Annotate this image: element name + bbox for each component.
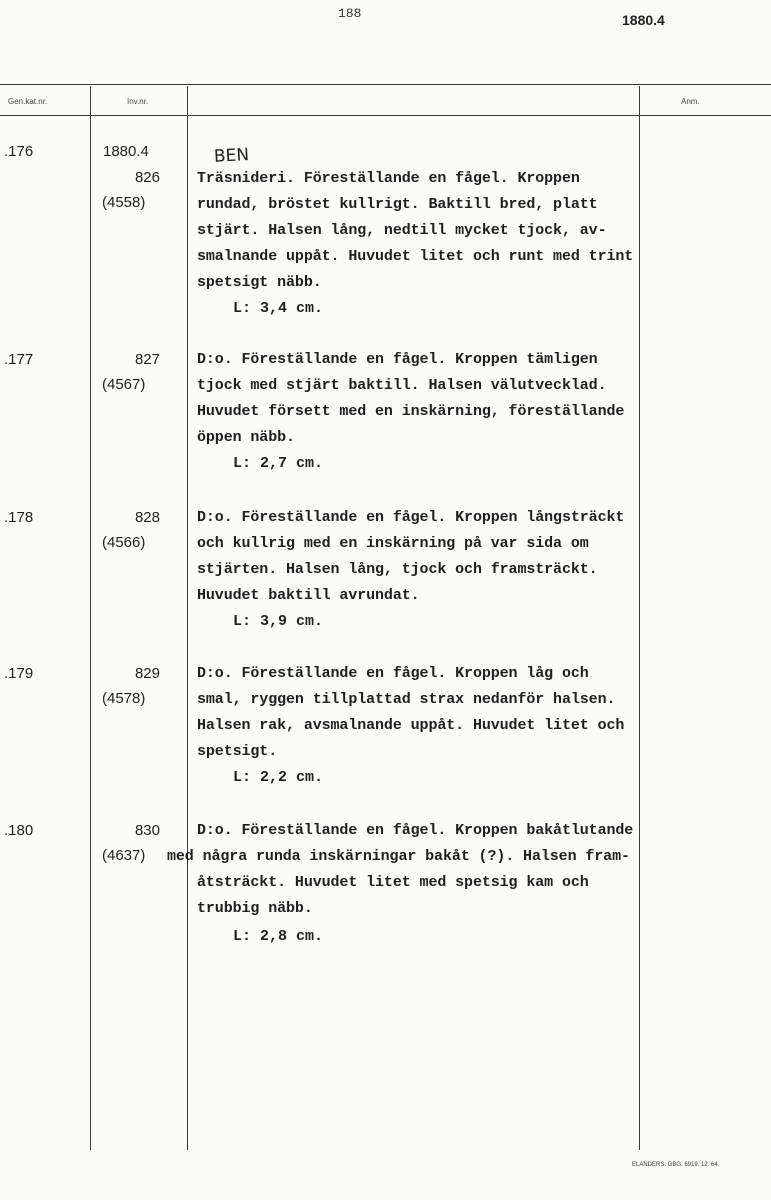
entry-text-line: spetsigt. xyxy=(197,743,278,760)
length-measure: L: 2,2 cm. xyxy=(233,769,324,786)
entry-text-line: stjärt. Halsen lång, nedtill mycket tjock, av- xyxy=(197,222,607,239)
entry-text-line: smal, ryggen tillplattad strax nedanför halsen. xyxy=(197,691,616,708)
length-measure: L: 3,9 cm. xyxy=(233,613,324,630)
inventory-year-label: 1880.4 xyxy=(103,143,149,160)
entry-text-line: D:o. Föreställande en fågel. Kroppen bakåtlutande xyxy=(197,822,634,839)
entry-text-line: D:o. Föreställande en fågel. Kroppen låg och xyxy=(197,665,589,682)
entry-text-line: Huvudet försett med en inskärning, föreställande xyxy=(197,403,625,420)
column-divider-2 xyxy=(187,86,188,1150)
inventory-old-number: (4558) xyxy=(102,194,146,211)
catalog-number: .179 xyxy=(4,665,34,682)
inventory-old-number: (4566) xyxy=(102,534,146,551)
inventory-number: 829 xyxy=(134,665,160,682)
length-measure: L: 3,4 cm. xyxy=(233,300,324,317)
length-measure: L: 2,8 cm. xyxy=(233,928,324,945)
inventory-number: 828 xyxy=(134,509,160,526)
entry-text-line: smalnande uppåt. Huvudet litet och runt med trint xyxy=(197,248,634,265)
entry-text-line: D:o. Föreställande en fågel. Kroppen tämligen xyxy=(197,351,598,368)
inventory-old-number: (4637) xyxy=(102,847,146,864)
entry-text-line: öppen näbb. xyxy=(197,429,295,446)
entry-text-line: trubbig näbb. xyxy=(197,900,313,917)
header-rule xyxy=(0,115,771,116)
inventory-number: 830 xyxy=(134,822,160,839)
entry-text-line: åtsträckt. Huvudet litet med spetsig kam och xyxy=(197,874,589,891)
entry-text-line: Halsen rak, avsmalnande uppåt. Huvudet litet och xyxy=(197,717,625,734)
inventory-old-number: (4567) xyxy=(102,376,146,393)
catalog-number: .180 xyxy=(4,822,34,839)
inventory-number: 827 xyxy=(134,351,160,368)
handwritten-note: BEN xyxy=(213,145,250,167)
catalog-number: .177 xyxy=(4,351,34,368)
column-header-notes: Anm. xyxy=(681,97,700,106)
entry-text-line: stjärten. Halsen lång, tjock och framsträckt. xyxy=(197,561,598,578)
printer-mark: ELANDERS. GBG. 6919. 12. 64. xyxy=(632,1162,720,1168)
entry-text-line: tjock med stjärt baktill. Halsen välutvecklad. xyxy=(197,377,607,394)
length-measure: L: 2,7 cm. xyxy=(233,455,324,472)
inventory-number: 826 xyxy=(134,169,160,186)
entry-text-line: D:o. Föreställande en fågel. Kroppen långsträckt xyxy=(197,509,625,526)
accession-code: 1880.4 xyxy=(622,12,665,28)
catalog-number: .178 xyxy=(4,509,34,526)
entry-text-line: med några runda inskärningar bakåt (?). Halsen fram- xyxy=(167,848,630,865)
entry-text-line: Huvudet baktill avrundat. xyxy=(197,587,420,604)
entry-text-line: Träsnideri. Föreställande en fågel. Kroppen xyxy=(197,170,580,187)
catalog-number: .176 xyxy=(4,143,34,160)
column-header-inventory: Inv.nr. xyxy=(127,97,149,106)
column-divider-3 xyxy=(639,86,640,1150)
column-divider-1 xyxy=(90,86,91,1150)
column-header-catalog: Gen.kat.nr. xyxy=(8,97,48,106)
top-rule xyxy=(0,84,771,85)
entry-text-line: rundad, bröstet kullrigt. Baktill bred, platt xyxy=(197,196,598,213)
inventory-old-number: (4578) xyxy=(102,690,146,707)
entry-text-line: spetsigt näbb. xyxy=(197,274,322,291)
entry-text-line: och kullrig med en inskärning på var sida om xyxy=(197,535,589,552)
page-number: 188 xyxy=(338,6,362,21)
